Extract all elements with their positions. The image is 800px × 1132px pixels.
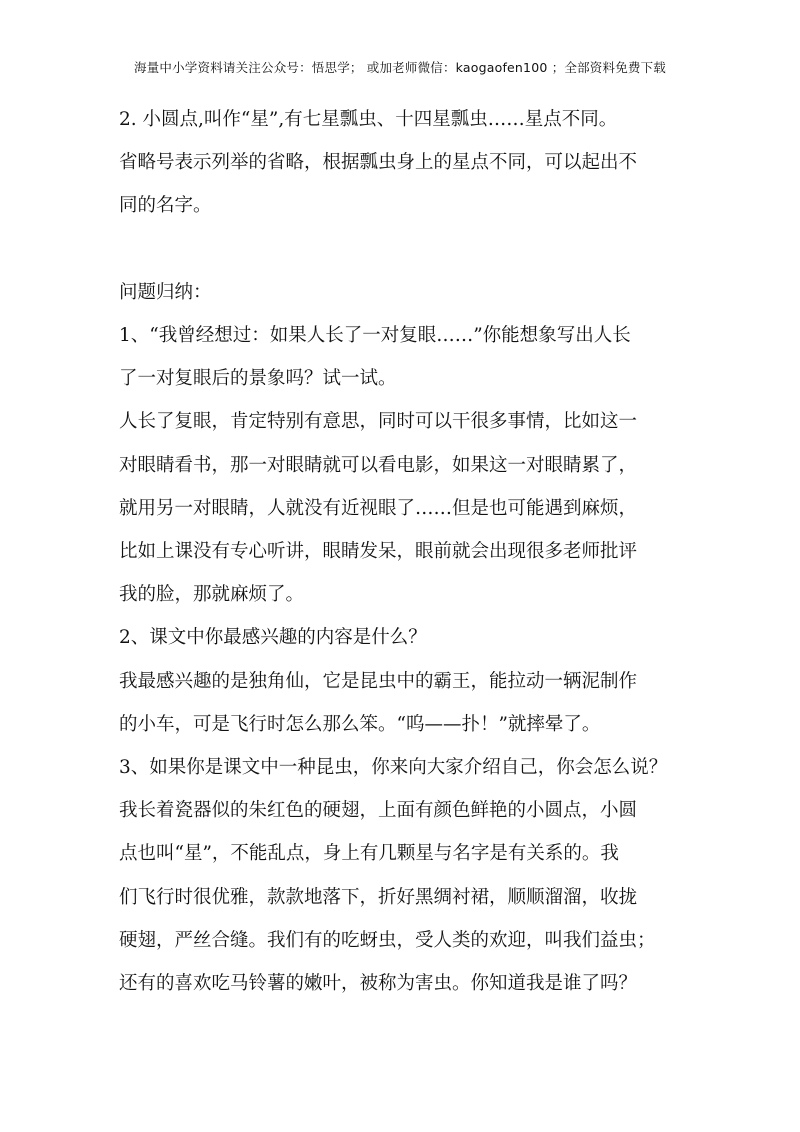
answer-line: 硬翅，严丝合缝。我们有的吃蚜虫，受人类的欢迎，叫我们益虫； <box>119 929 656 951</box>
question-line: 2、课文中你最感兴趣的内容是什么？ <box>119 627 427 649</box>
paragraph-line: 省略号表示列举的省略，根据瓢虫身上的星点不同，可以起出不 <box>119 152 638 174</box>
page-header: 海量中小学资料请关注公众号：悟思学； 或加老师微信：kaogaofen100 ；全部资料免费下载 <box>134 60 666 75</box>
document-body <box>119 98 699 1005</box>
blank-line <box>119 228 699 271</box>
answer-line: 的小车，可是飞行时怎么那么笨。“呜——扑！”就摔晕了。 <box>119 713 601 735</box>
answer-line: 点也叫“星”，不能乱点，身上有几颗星与名字是有关系的。我 <box>119 843 619 865</box>
question-line: 了一对复眼后的景象吗？试一试。 <box>119 368 397 390</box>
section-heading: 问题归纳： <box>119 281 212 303</box>
answer-line: 我最感兴趣的是独角仙，它是昆虫中的霸王，能拉动一辆泥制作 <box>119 670 638 692</box>
answer-line: 人长了复眼，肯定特别有意思，同时可以干很多事情，比如这一 <box>119 411 638 433</box>
answer-line: 们飞行时很优雅，款款地落下，折好黑绸衬裙，顺顺溜溜，收拢 <box>119 886 638 908</box>
question-line: 3、如果你是课文中一种昆虫，你来向大家介绍自己，你会怎么说？ <box>119 757 668 779</box>
question-line: 1、“我曾经想过：如果人长了一对复眼……”你能想象写出人长 <box>119 325 631 346</box>
answer-line: 比如上课没有专心听讲，眼睛发呆，眼前就会出现很多老师批评 <box>119 541 638 563</box>
paragraph-line: 2. 小圆点,叫作“星”,有七星瓢虫、十四星瓢虫……星点不同。 <box>119 109 618 130</box>
answer-line: 我的脸，那就麻烦了。 <box>119 584 305 606</box>
answer-line: 我长着瓷器似的朱红色的硬翅，上面有颜色鲜艳的小圆点，小圆 <box>119 800 638 822</box>
answer-line: 还有的喜欢吃马铃薯的嫩叶，被称为害虫。你知道我是谁了吗？ <box>119 973 638 995</box>
answer-line: 就用另一对眼睛，人就没有近视眼了……但是也可能遇到麻烦， <box>119 497 638 519</box>
paragraph-line: 同的名字。 <box>119 195 212 217</box>
answer-line: 对眼睛看书，那一对眼睛就可以看电影，如果这一对眼睛累了， <box>119 454 638 476</box>
